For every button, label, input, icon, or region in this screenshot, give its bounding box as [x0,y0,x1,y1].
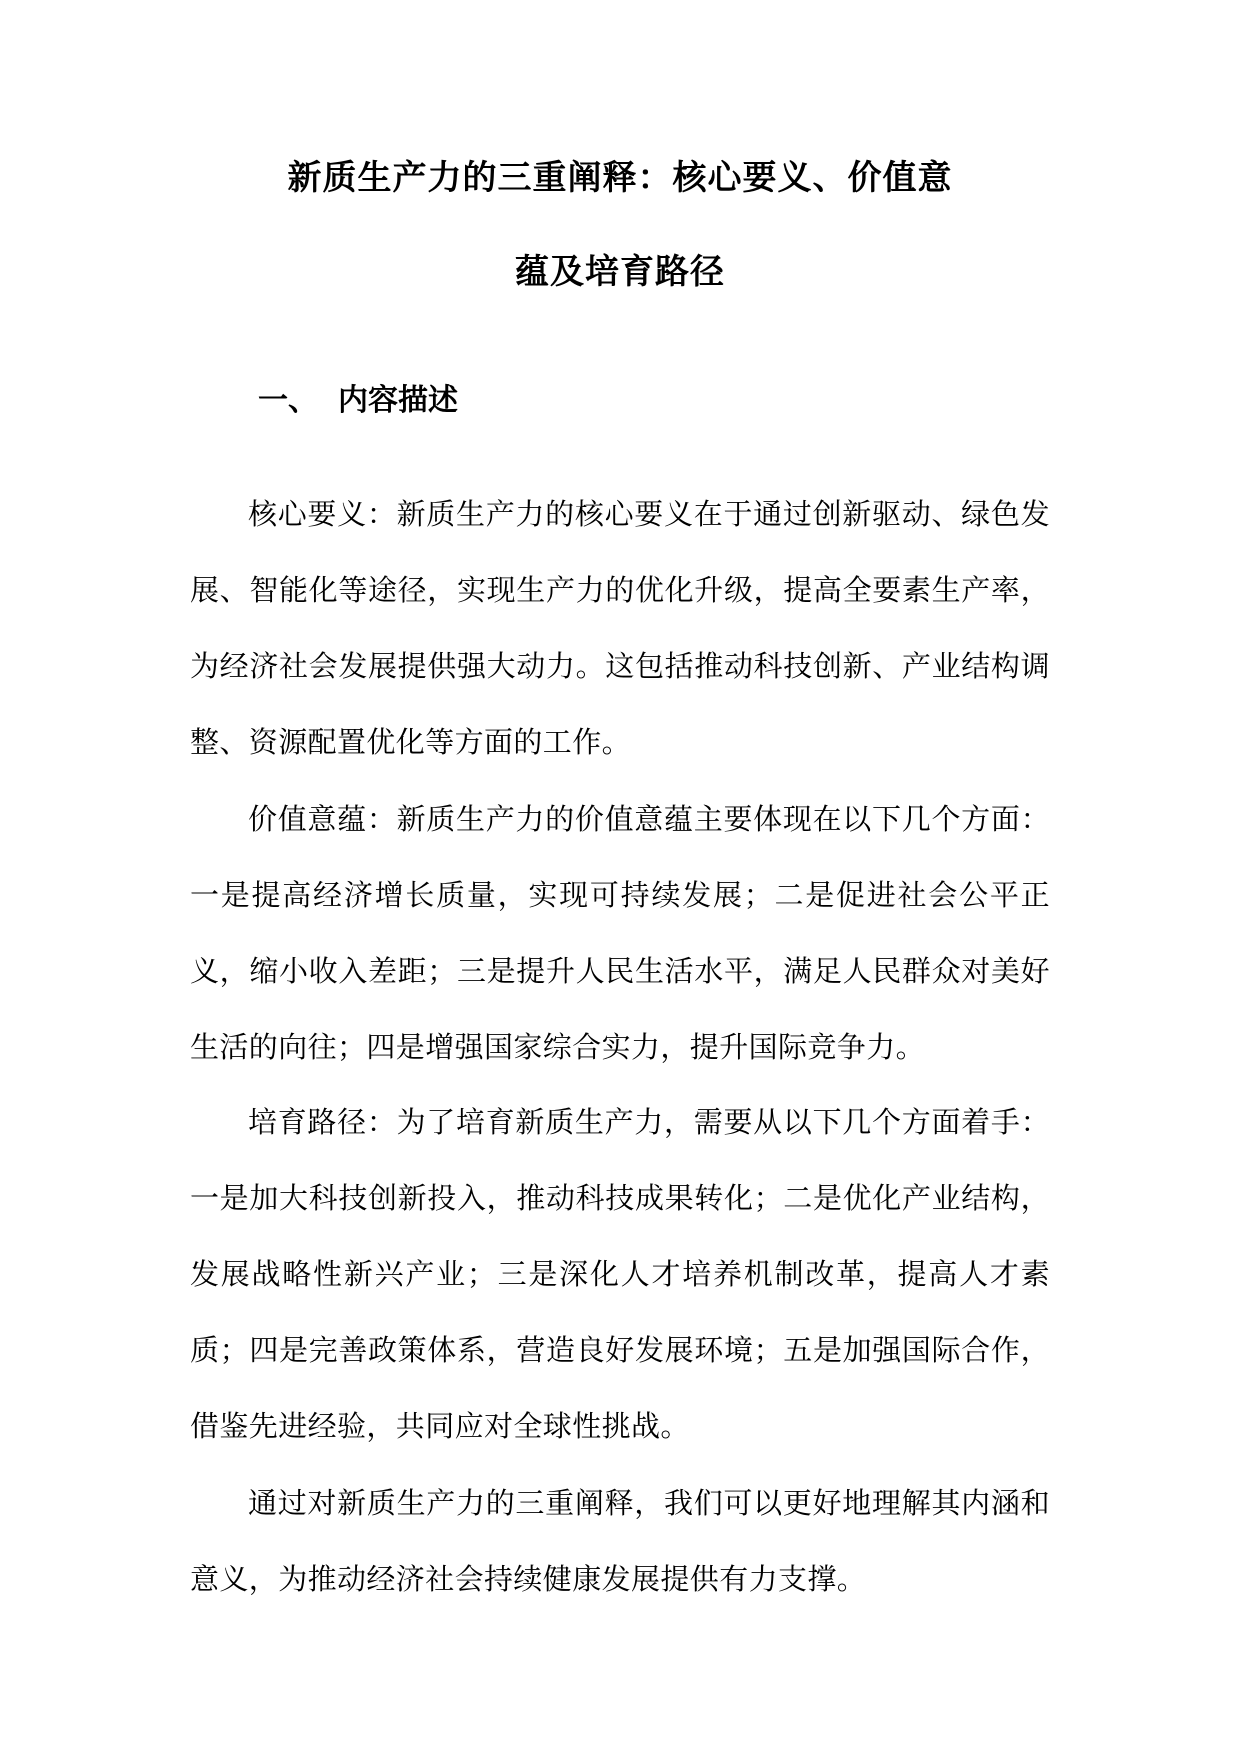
paragraph-value-implication: 价值意蕴：新质生产力的价值意蕴主要体现在以下几个方面：一是提高经济增长质量，实现可持续发展；二是促进社会公平正义，缩小收入差距；三是提升人民生活水平，满足人民群众对美好生活的向往；四是增强国家综合实力，提升国际竞争力。 [190,802,1050,1064]
paragraph-cultivation-path: 培育路径：为了培育新质生产力，需要从以下几个方面着手：一是加大科技创新投入，推动科技成果转化；二是优化产业结构，发展战略性新兴产业；三是深化人才培养机制改革，提高人才素质；四是完善政策体系，营造良好发展环境；五是加强国际合作，借鉴先进经验，共同应对全球性挑战。 [190,1105,1050,1443]
section-heading [258,383,458,419]
section-heading-text: 内容描述 [338,383,458,418]
paragraph-core-meaning: 核心要义：新质生产力的核心要义在于通过创新驱动、绿色发展、智能化等途径，实现生产力的优化升级，提高全要素生产率，为经济社会发展提供强大动力。这包括推动科技创新、产业结构调整、资源配置优化等方面的工作。 [190,497,1050,759]
section-number: 一、 [258,383,318,418]
paragraph-conclusion: 通过对新质生产力的三重阐释，我们可以更好地理解其内涵和意义，为推动经济社会持续健康发展提供有力支撑。 [190,1486,1050,1596]
document-title-line-2: 蕴及培育路径 [515,252,725,292]
document-title-line-1: 新质生产力的三重阐释：核心要义、价值意 [287,158,953,198]
